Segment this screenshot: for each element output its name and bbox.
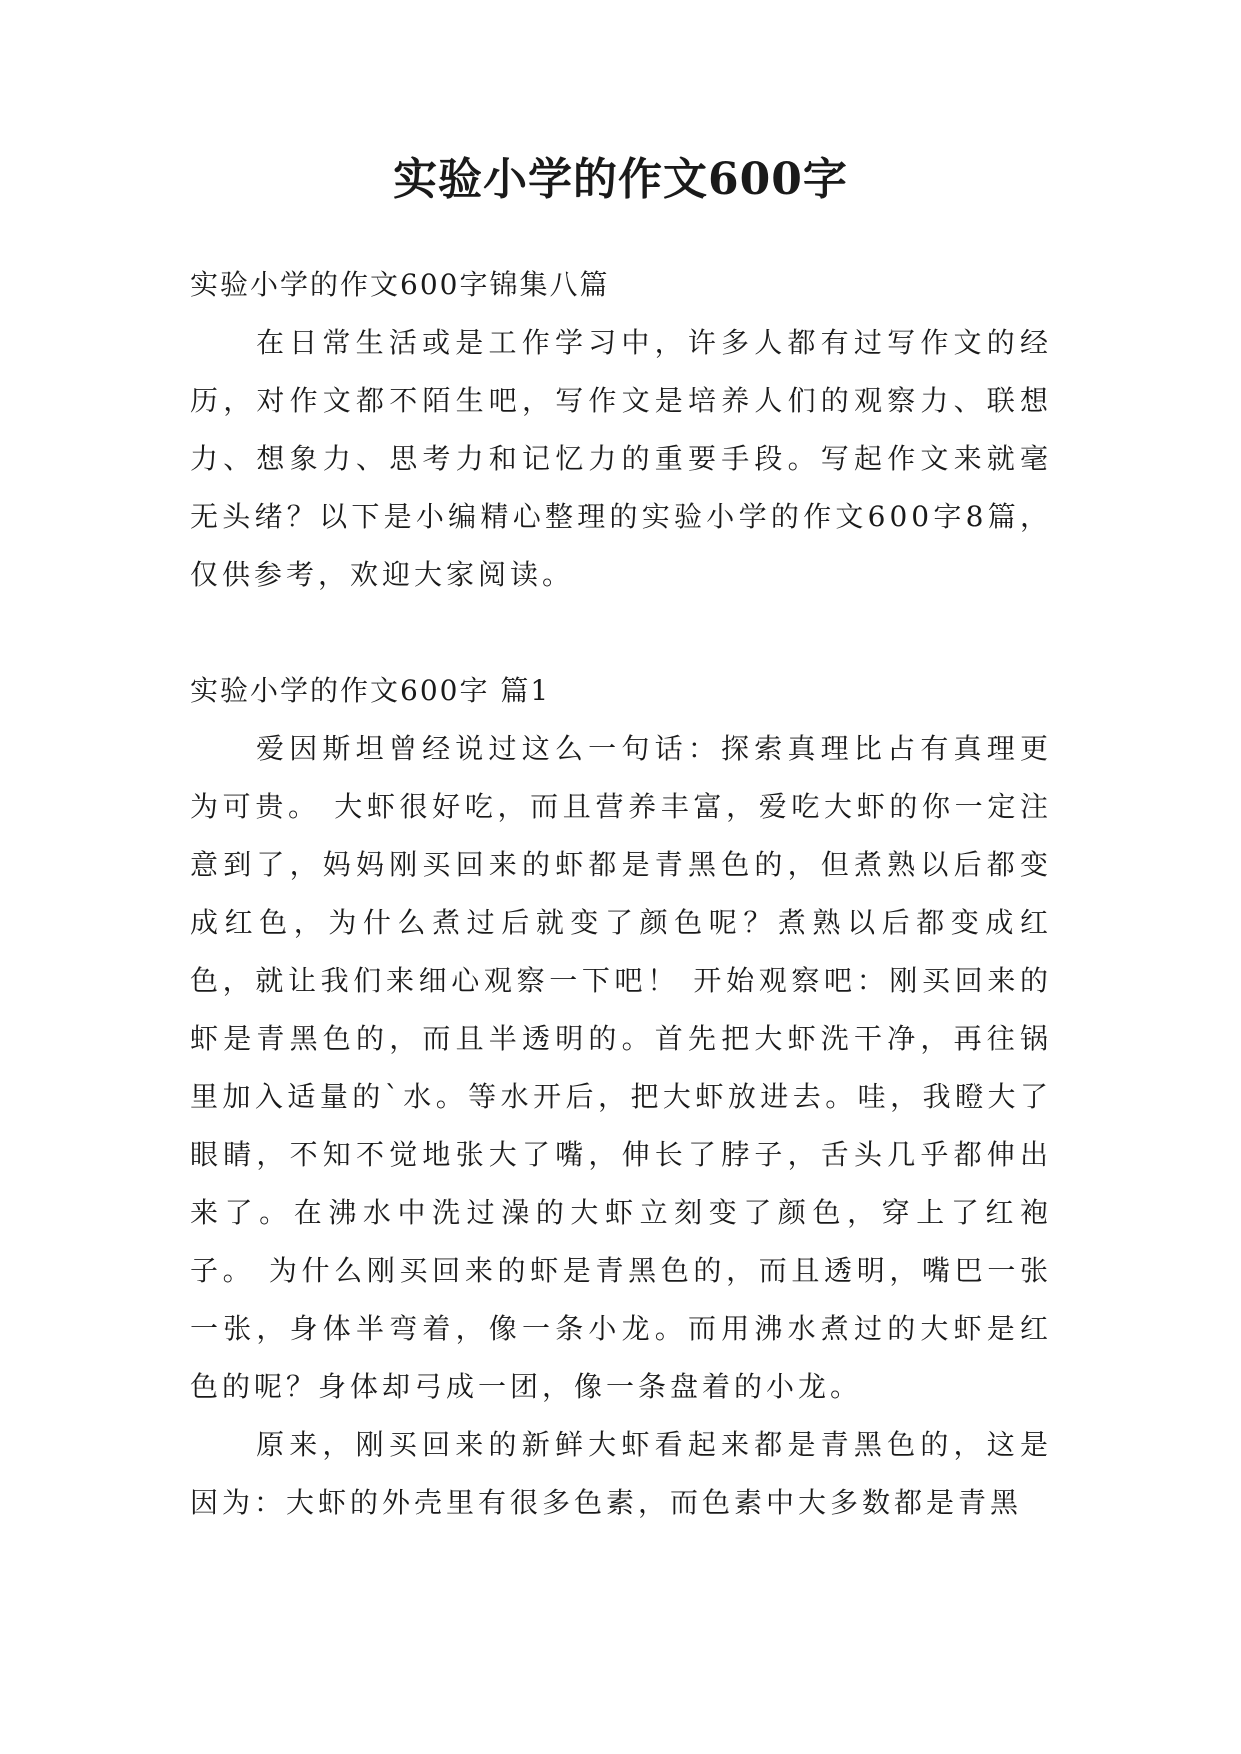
intro-paragraph: 在日常生活或是工作学习中，许多人都有过写作文的经历，对作文都不陌生吧，写作文是培养人们的观察力、联想力、想象力、思考力和记忆力的重要手段。写起作文来就毫无头绪？以下是小编精心整理的实验小学的作文600字8篇，仅供参考，欢迎大家阅读。 xyxy=(190,326,1052,591)
document-body xyxy=(190,256,1052,1532)
body-paragraph: 爱因斯坦曾经说过这么一句话：探索真理比占有真理更为可贵。 大虾很好吃，而且营养丰富，爱吃大虾的你一定注意到了，妈妈刚买回来的虾都是青黑色的，但煮熟以后都变成红色，为什么煮过后就变了颜色呢？煮熟以后都变成红色，就让我们来细心观察一下吧！ 开始观察吧：刚买回来的虾是青黑色的，而且半透明的。首先把大虾洗干净，再往锅里加入适量的`水。等水开后，把大虾放进去。哇，我瞪大了眼睛，不知不觉地张大了嘴，伸长了脖子，舌头几乎都伸出来了。在沸水中洗过澡的大虾立刻变了颜色，穿上了红袍子。 为什么刚买回来的虾是青黑色的，而且透明，嘴巴一张一张，身体半弯着，像一条小龙。而用沸水煮过的大虾是红色的呢？身体却弓成一团，像一条盘着的小龙。 xyxy=(190,732,1052,1403)
document-title: 实验小学的作文600字 xyxy=(393,154,848,205)
document-subtitle: 实验小学的作文600字锦集八篇 xyxy=(190,268,610,301)
section-heading: 实验小学的作文600字 篇1 xyxy=(190,674,551,707)
body-paragraph: 原来，刚买回来的新鲜大虾看起来都是青黑色的，这是因为：大虾的外壳里有很多色素，而色素中大多数都是青黑 xyxy=(190,1428,1052,1519)
